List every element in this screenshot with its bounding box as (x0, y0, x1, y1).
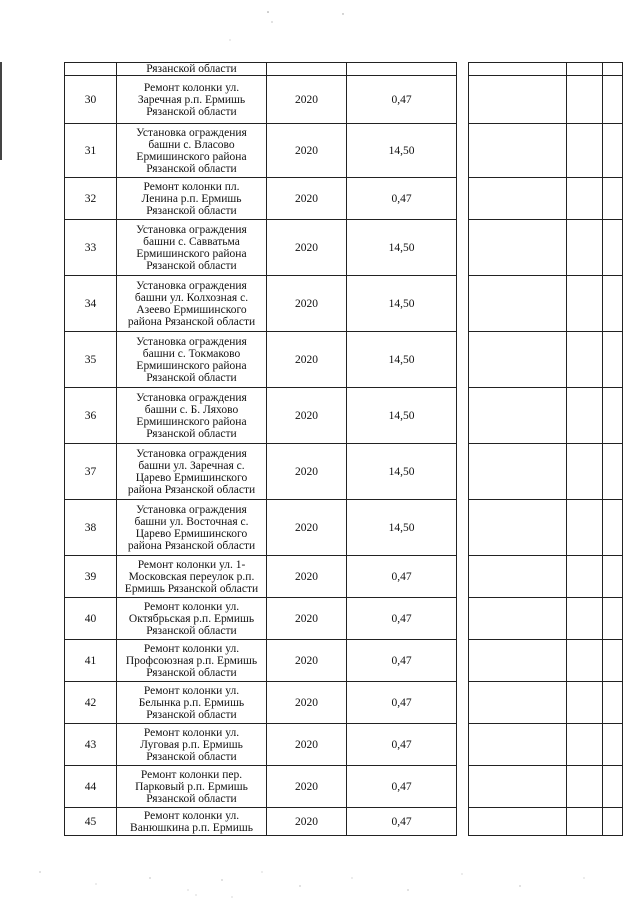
year-cell: 2020 (267, 556, 347, 598)
description-line: Установка ограждения (136, 223, 247, 236)
empty-cell-1 (469, 178, 567, 220)
description-line: Рязанской области (146, 259, 237, 272)
works-table-body (65, 63, 623, 836)
description-line: Октябрьская р.п. Ермишь (128, 612, 255, 625)
description-line: Ермишинского района (136, 415, 247, 428)
row-number-cell: 32 (65, 178, 117, 220)
description-cell (117, 124, 267, 178)
year-cell: 2020 (267, 640, 347, 682)
empty-cell-3 (603, 640, 623, 682)
empty-cell-2 (567, 332, 603, 388)
empty-cell-1 (469, 808, 567, 836)
description-line: Установка ограждения (136, 391, 247, 404)
description-line: Установка ограждения (136, 279, 247, 292)
description-line: Установка ограждения (136, 126, 247, 139)
row-number-cell: 34 (65, 276, 117, 332)
description-line: района Рязанской области (127, 483, 256, 496)
description-cell (117, 766, 267, 808)
year-cell: 2020 (267, 220, 347, 276)
row-number-cell: 30 (65, 76, 117, 124)
empty-cell-3 (603, 178, 623, 220)
row-number-cell: 39 (65, 556, 117, 598)
table-row (65, 124, 623, 178)
description-cell (117, 220, 267, 276)
description-line: Ремонт колонки ул. (143, 600, 240, 613)
description-line: Ремонт колонки ул. (143, 684, 240, 697)
empty-cell-2 (567, 76, 603, 124)
description-cell (117, 808, 267, 836)
scan-edge-mark (0, 62, 2, 160)
row-number-cell: 35 (65, 332, 117, 388)
gap-cell (457, 444, 469, 500)
description-cell (117, 276, 267, 332)
description-cell (117, 682, 267, 724)
row-number-cell: 40 (65, 598, 117, 640)
amount-cell: 14,50 (347, 220, 457, 276)
description-line: района Рязанской области (127, 539, 256, 552)
row-number-cell: 31 (65, 124, 117, 178)
description-cell (117, 724, 267, 766)
empty-cell-3 (603, 63, 623, 76)
year-cell: 2020 (267, 724, 347, 766)
table-row (65, 388, 623, 444)
table-row (65, 500, 623, 556)
description-line: Рязанской области (146, 666, 237, 679)
gap-cell (457, 724, 469, 766)
description-cell (117, 500, 267, 556)
empty-cell-2 (567, 500, 603, 556)
empty-cell-2 (567, 598, 603, 640)
description-line: Парковый р.п. Ермишь (135, 780, 248, 793)
description-line: Ремонт колонки ул. (143, 726, 240, 739)
description-line: Ремонт колонки ул. 1- (137, 558, 246, 571)
gap-cell (457, 124, 469, 178)
description-line: Ермишинского района (136, 150, 247, 163)
description-line: Луговая р.п. Ермишь (140, 738, 243, 751)
year-cell: 2020 (267, 682, 347, 724)
empty-cell-2 (567, 682, 603, 724)
description-cell (117, 556, 267, 598)
empty-cell-3 (603, 682, 623, 724)
empty-cell-1 (469, 124, 567, 178)
year-cell: 2020 (267, 76, 347, 124)
description-line: Рязанской области (146, 63, 237, 75)
amount-cell: 14,50 (347, 388, 457, 444)
empty-cell-1 (469, 63, 567, 76)
description-line: Установка ограждения (136, 503, 247, 516)
amount-cell: 0,47 (347, 598, 457, 640)
table-row (65, 808, 623, 836)
description-line: Царево Ермишинского (135, 471, 248, 484)
description-line: Белынка р.п. Ермишь (138, 696, 245, 709)
empty-cell-1 (469, 332, 567, 388)
description-line: Заречная р.п. Ермишь (137, 93, 246, 106)
row-number-cell: 45 (65, 808, 117, 836)
empty-cell-3 (603, 124, 623, 178)
amount-cell: 14,50 (347, 444, 457, 500)
empty-cell-2 (567, 640, 603, 682)
empty-cell-3 (603, 500, 623, 556)
description-line: башни с. Токмаково (142, 347, 241, 360)
year-cell: 2020 (267, 766, 347, 808)
gap-cell (457, 220, 469, 276)
description-line: Ремонт колонки пер. (140, 768, 243, 781)
empty-cell-2 (567, 63, 603, 76)
year-cell: 2020 (267, 598, 347, 640)
table-row (65, 556, 623, 598)
description-line: Ремонт колонки ул. (143, 809, 240, 822)
empty-cell-1 (469, 444, 567, 500)
description-line: Ремонт колонки ул. (143, 81, 240, 94)
gap-cell (457, 332, 469, 388)
row-number-cell: 42 (65, 682, 117, 724)
amount-cell: 14,50 (347, 276, 457, 332)
works-table (64, 62, 623, 836)
description-line: Рязанской области (146, 162, 237, 175)
description-line: Ермишь Рязанской области (124, 582, 259, 595)
empty-cell-1 (469, 724, 567, 766)
gap-cell (457, 682, 469, 724)
year-cell: 2020 (267, 388, 347, 444)
description-line: Рязанской области (146, 204, 237, 217)
empty-cell-3 (603, 766, 623, 808)
description-line: Ремонт колонки ул. (143, 642, 240, 655)
table-row (65, 724, 623, 766)
description-cell (117, 332, 267, 388)
empty-cell-1 (469, 640, 567, 682)
description-line: Царево Ермишинского (135, 527, 248, 540)
empty-cell-3 (603, 808, 623, 836)
amount-cell: 0,47 (347, 640, 457, 682)
description-line: Рязанской области (146, 750, 237, 763)
gap-cell (457, 276, 469, 332)
description-line: Рязанской области (146, 371, 237, 384)
row-number-cell: 44 (65, 766, 117, 808)
gap-cell (457, 766, 469, 808)
gap-cell (457, 808, 469, 836)
empty-cell-2 (567, 724, 603, 766)
description-cell (117, 76, 267, 124)
empty-cell-2 (567, 276, 603, 332)
empty-cell-2 (567, 766, 603, 808)
row-number-cell: 43 (65, 724, 117, 766)
empty-cell-3 (603, 76, 623, 124)
description-line: Рязанской области (146, 792, 237, 805)
year-cell (267, 63, 347, 76)
description-line: башни с. Савватьма (143, 235, 240, 248)
empty-cell-3 (603, 556, 623, 598)
row-number-cell (65, 63, 117, 76)
table-row (65, 332, 623, 388)
gap-cell (457, 640, 469, 682)
description-line: Ермишинского района (136, 247, 247, 260)
empty-cell-3 (603, 276, 623, 332)
description-line: башни ул. Заречная с. (138, 459, 245, 472)
description-line: башни ул. Колхозная с. (134, 291, 249, 304)
description-line: района Рязанской области (127, 315, 256, 328)
empty-cell-2 (567, 124, 603, 178)
amount-cell: 0,47 (347, 178, 457, 220)
empty-cell-3 (603, 220, 623, 276)
row-number-cell: 36 (65, 388, 117, 444)
year-cell: 2020 (267, 444, 347, 500)
empty-cell-3 (603, 724, 623, 766)
description-line: Установка ограждения (136, 447, 247, 460)
row-number-cell: 37 (65, 444, 117, 500)
description-line: башни ул. Восточная с. (134, 515, 249, 528)
row-number-cell: 41 (65, 640, 117, 682)
empty-cell-2 (567, 220, 603, 276)
description-line: Рязанской области (146, 105, 237, 118)
year-cell: 2020 (267, 500, 347, 556)
description-line: Ермишинского района (136, 359, 247, 372)
table-row (65, 640, 623, 682)
gap-cell (457, 76, 469, 124)
table-row (65, 63, 623, 76)
gap-cell (457, 500, 469, 556)
description-line: Установка ограждения (136, 335, 247, 348)
empty-cell-1 (469, 598, 567, 640)
empty-cell-1 (469, 276, 567, 332)
year-cell: 2020 (267, 332, 347, 388)
amount-cell (347, 63, 457, 76)
empty-cell-3 (603, 598, 623, 640)
gap-cell (457, 388, 469, 444)
amount-cell: 0,47 (347, 724, 457, 766)
amount-cell: 0,47 (347, 808, 457, 836)
table-row (65, 220, 623, 276)
description-line: Рязанской области (146, 708, 237, 721)
description-cell (117, 63, 267, 76)
amount-cell: 0,47 (347, 766, 457, 808)
amount-cell: 0,47 (347, 76, 457, 124)
gap-cell (457, 63, 469, 76)
empty-cell-2 (567, 808, 603, 836)
empty-cell-2 (567, 388, 603, 444)
empty-cell-2 (567, 178, 603, 220)
empty-cell-2 (567, 556, 603, 598)
description-line: Профсоюзная р.п. Ермишь (125, 654, 258, 667)
description-line: башни с. Б. Ляхово (144, 403, 239, 416)
table-row (65, 178, 623, 220)
description-cell (117, 388, 267, 444)
description-line: Ванюшкина р.п. Ермишь (130, 821, 253, 834)
table-row (65, 276, 623, 332)
description-cell (117, 178, 267, 220)
year-cell: 2020 (267, 276, 347, 332)
empty-cell-1 (469, 220, 567, 276)
table-row (65, 598, 623, 640)
description-line: Азеево Ермишинского (136, 303, 247, 316)
amount-cell: 0,47 (347, 556, 457, 598)
empty-cell-1 (469, 500, 567, 556)
table-row (65, 682, 623, 724)
table-row (65, 76, 623, 124)
table-row (65, 444, 623, 500)
description-line: башни с. Власово (148, 138, 235, 151)
empty-cell-3 (603, 388, 623, 444)
empty-cell-3 (603, 444, 623, 500)
year-cell: 2020 (267, 178, 347, 220)
empty-cell-2 (567, 444, 603, 500)
description-line: Рязанской области (146, 427, 237, 440)
description-line: Рязанской области (146, 624, 237, 637)
empty-cell-1 (469, 388, 567, 444)
description-line: Ремонт колонки пл. (143, 180, 240, 193)
empty-cell-3 (603, 332, 623, 388)
gap-cell (457, 178, 469, 220)
empty-cell-1 (469, 76, 567, 124)
year-cell: 2020 (267, 124, 347, 178)
description-line: Ленина р.п. Ермишь (141, 192, 242, 205)
year-cell: 2020 (267, 808, 347, 836)
description-line: Московская переулок р.п. (128, 570, 255, 583)
row-number-cell: 38 (65, 500, 117, 556)
empty-cell-1 (469, 682, 567, 724)
table-row (65, 766, 623, 808)
amount-cell: 14,50 (347, 500, 457, 556)
amount-cell: 14,50 (347, 124, 457, 178)
empty-cell-1 (469, 556, 567, 598)
description-cell (117, 640, 267, 682)
description-cell (117, 444, 267, 500)
amount-cell: 0,47 (347, 682, 457, 724)
empty-cell-1 (469, 766, 567, 808)
gap-cell (457, 598, 469, 640)
amount-cell: 14,50 (347, 332, 457, 388)
gap-cell (457, 556, 469, 598)
row-number-cell: 33 (65, 220, 117, 276)
description-cell (117, 598, 267, 640)
